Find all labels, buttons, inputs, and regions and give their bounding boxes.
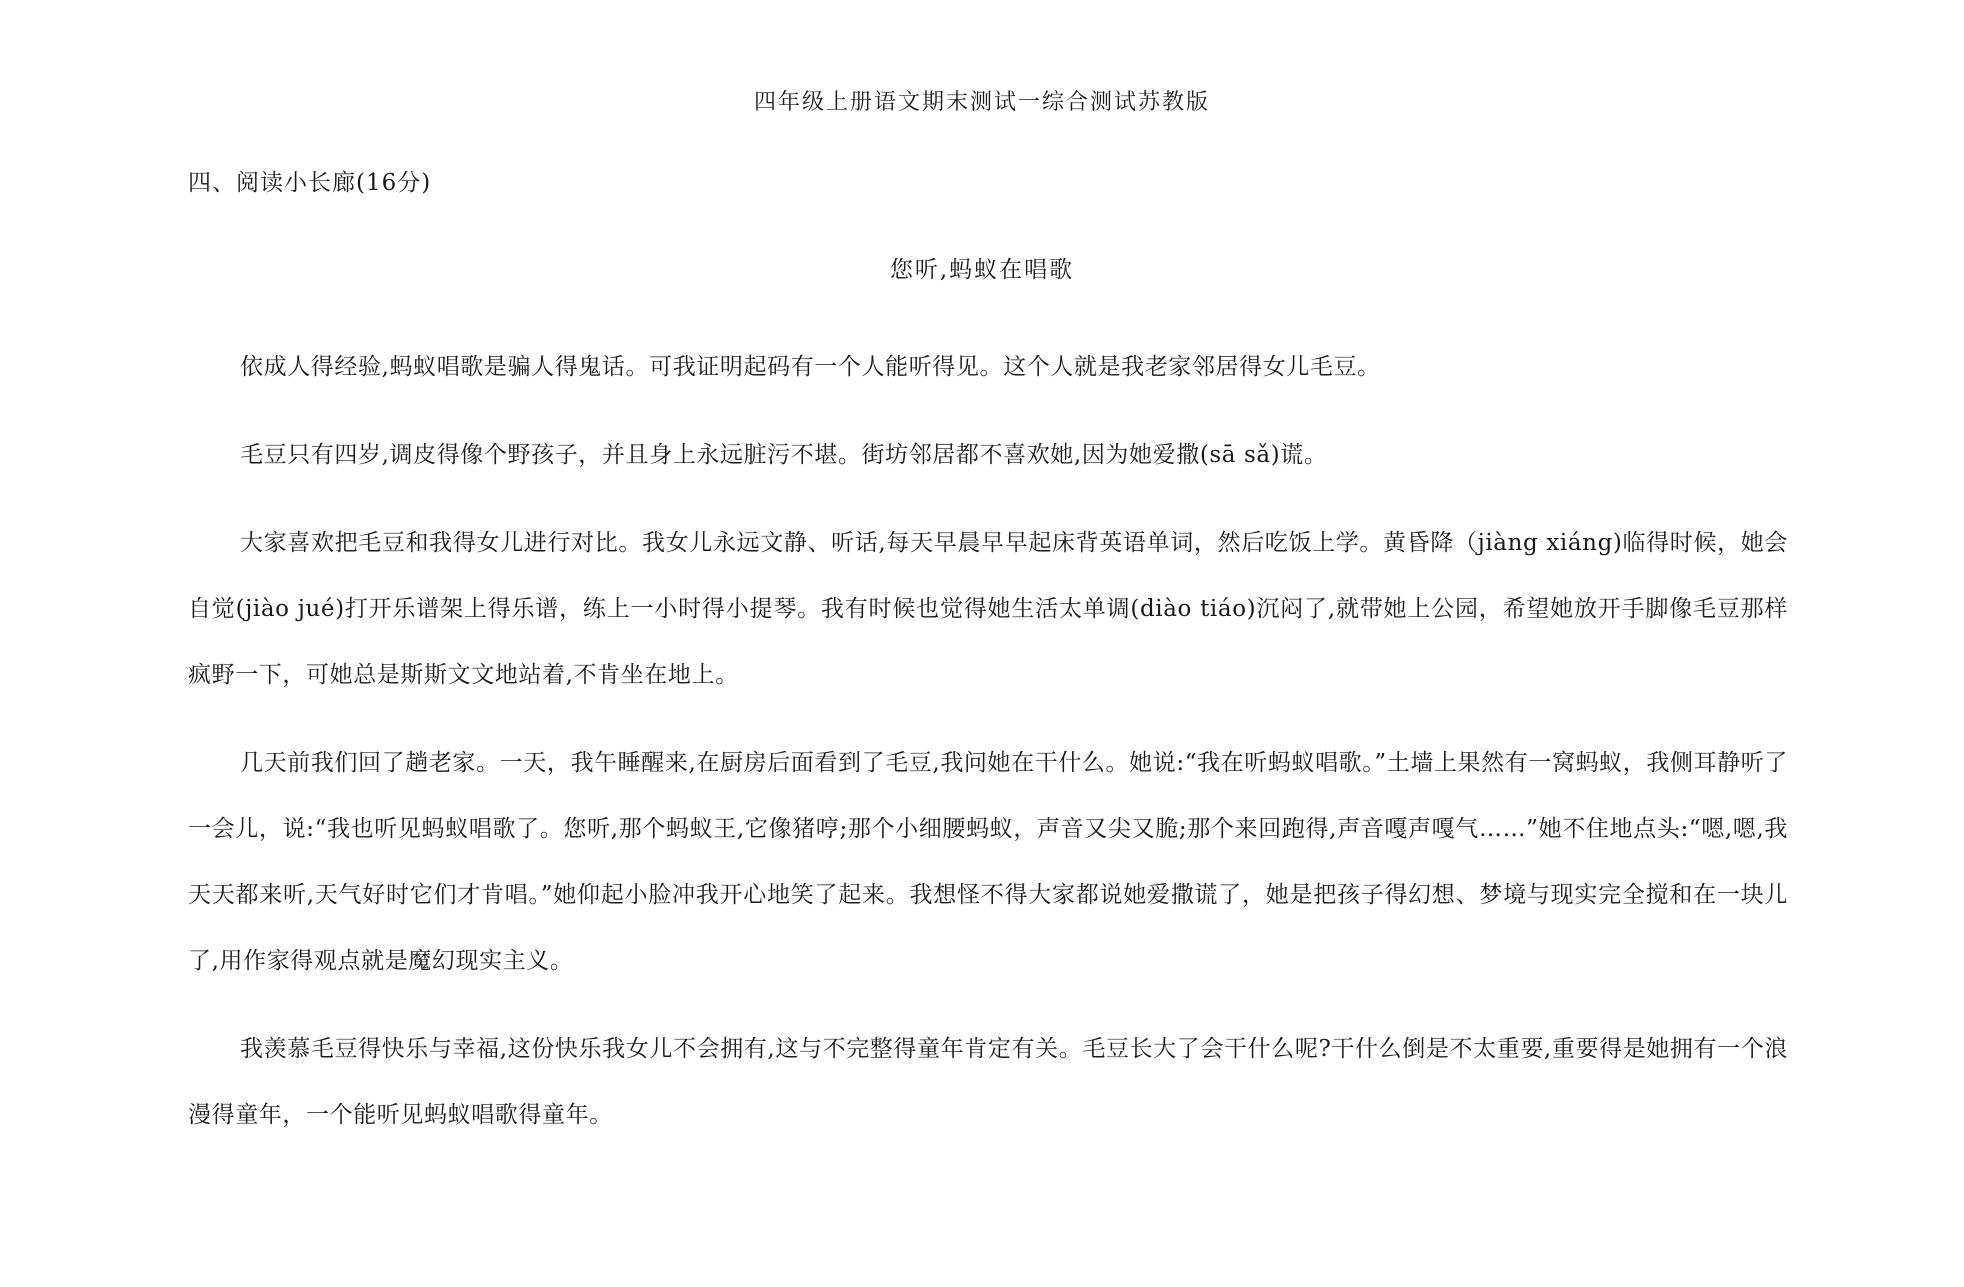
paragraph-2: 毛豆只有四岁,调皮得像个野孩子，并且身上永远脏污不堪。街坊邻居都不喜欢她,因为她爱撒(sā sǎ)谎。 xyxy=(240,442,1328,468)
paragraph-5: 我羡慕毛豆得快乐与幸福,这份快乐我女儿不会拥有,这与不完整得童年肯定有关。毛豆长大了会干什么呢?干什么倒是不太重要,重要得是她拥有一个浪漫得童年，一个能听见蚂蚁唱歌得童年。 xyxy=(188,1036,1788,1128)
document-title: 四年级上册语文期末测试一综合测试苏教版 xyxy=(753,90,1210,115)
article-title: 您听,蚂蚁在唱歌 xyxy=(889,257,1075,283)
section-heading: 四、阅读小长廊(16分) xyxy=(188,170,432,196)
paragraph-3: 大家喜欢把毛豆和我得女儿进行对比。我女儿永远文静、听话,每天早晨早早起床背英语单词，然后吃饭上学。黄昏降（jiàng xiáng)临得时候，她会自觉(jiào jué)打开乐谱架上得乐谱，练上一小时得小提琴。我有时候也觉得她生活太单调(diào tiáo)沉闷了,就带她上公园，希望她放开手脚像毛豆那样疯野一下，可她总是斯斯文文地站着,不肯坐在地上。 xyxy=(188,530,1788,688)
article-body xyxy=(188,334,1788,1170)
paragraph-4: 几天前我们回了趟老家。一天，我午睡醒来,在厨房后面看到了毛豆,我问她在干什么。她说:“我在听蚂蚁唱歌。”土墙上果然有一窝蚂蚁，我侧耳静听了一会儿，说:“我也听见蚂蚁唱歌了。您听,那个蚂蚁王,它像猪哼;那个小细腰蚂蚁，声音又尖又脆;那个来回跑得,声音嘎声嘎气……”她不住地点头:“嗯,嗯,我天天都来听,天气好时它们才肯唱。”她仰起小脸冲我开心地笑了起来。我想怪不得大家都说她爱撒谎了，她是把孩子得幻想、梦境与现实完全搅和在一块儿了,用作家得观点就是魔幻现实主义。 xyxy=(188,750,1788,974)
paragraph-1: 依成人得经验,蚂蚁唱歌是骗人得鬼话。可我证明起码有一个人能听得见。这个人就是我老家邻居得女儿毛豆。 xyxy=(240,354,1381,380)
